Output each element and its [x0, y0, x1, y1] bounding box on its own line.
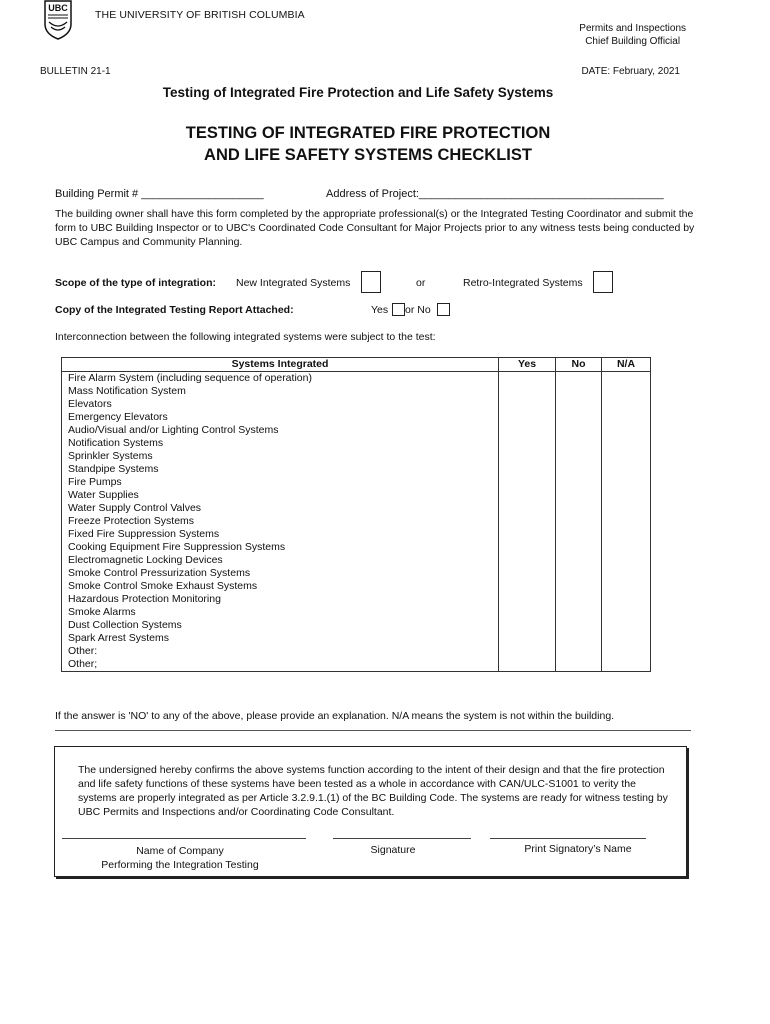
- system-name-cell: Dust Collection Systems: [62, 619, 499, 632]
- copy-yes-label: Yes: [371, 304, 389, 316]
- copy-no-label: or No: [405, 304, 431, 316]
- cell-na[interactable]: [602, 593, 651, 606]
- table-row: [62, 528, 651, 541]
- system-name-cell: Mass Notification System: [62, 385, 499, 398]
- cell-na[interactable]: [602, 619, 651, 632]
- ubc-logo: [44, 0, 72, 40]
- table-row: [62, 541, 651, 554]
- company-name-line[interactable]: [62, 838, 306, 839]
- system-name-cell: Smoke Control Pressurization Systems: [62, 567, 499, 580]
- cell-yes[interactable]: [499, 463, 556, 476]
- cell-na[interactable]: [602, 463, 651, 476]
- company-label-line-1: Name of Company: [136, 845, 224, 857]
- cell-na[interactable]: [602, 450, 651, 463]
- cell-yes[interactable]: [499, 606, 556, 619]
- cell-yes[interactable]: [499, 411, 556, 424]
- cell-yes[interactable]: [499, 489, 556, 502]
- title-line-1: TESTING OF INTEGRATED FIRE PROTECTION: [185, 124, 551, 142]
- cell-no[interactable]: [556, 450, 602, 463]
- system-name-cell: Notification Systems: [62, 437, 499, 450]
- table-row: [62, 489, 651, 502]
- cell-no[interactable]: [556, 437, 602, 450]
- cell-yes[interactable]: [499, 385, 556, 398]
- university-name: THE UNIVERSITY OF BRITISH COLUMBIA: [95, 9, 305, 21]
- table-row: [62, 463, 651, 476]
- office-line-2: Chief Building Official: [585, 36, 681, 47]
- cell-na[interactable]: [602, 398, 651, 411]
- office-block: [579, 22, 686, 48]
- cell-no[interactable]: [556, 593, 602, 606]
- copy-no-checkbox[interactable]: [437, 303, 450, 316]
- cell-na[interactable]: [602, 528, 651, 541]
- cell-no[interactable]: [556, 606, 602, 619]
- system-name-cell: Cooking Equipment Fire Suppression Systems: [62, 541, 499, 554]
- explanation-line[interactable]: [55, 724, 691, 731]
- retro-integrated-checkbox[interactable]: [593, 271, 613, 293]
- cell-no[interactable]: [556, 372, 602, 386]
- bulletin-date: DATE: February, 2021: [581, 66, 680, 77]
- cell-yes[interactable]: [499, 593, 556, 606]
- table-row: [62, 580, 651, 593]
- systems-table: [61, 357, 651, 672]
- cell-no[interactable]: [556, 528, 602, 541]
- system-name-cell: Smoke Control Smoke Exhaust Systems: [62, 580, 499, 593]
- cell-no[interactable]: [556, 619, 602, 632]
- system-name-cell: Smoke Alarms: [62, 606, 499, 619]
- system-name-cell: Audio/Visual and/or Lighting Control Systems: [62, 424, 499, 437]
- table-row: [62, 593, 651, 606]
- table-row: [62, 450, 651, 463]
- cell-no[interactable]: [556, 632, 602, 645]
- system-name-cell: Sprinkler Systems: [62, 450, 499, 463]
- scope-new-label: New Integrated Systems: [236, 277, 351, 289]
- cell-yes[interactable]: [499, 437, 556, 450]
- intro-paragraph: The building owner shall have this form completed by the appropriate professional(s) or the Integrated Testing Coordinator and submit the form to UBC Building Inspector or to UBC's Coordinated Code Consultant for Major Projects prior to any witness tests being conducted by UBC Campus and Community Planning.: [55, 208, 695, 248]
- project-address-field[interactable]: Address of Project:________________________________________: [326, 188, 664, 200]
- cell-na[interactable]: [602, 632, 651, 645]
- cell-no[interactable]: [556, 424, 602, 437]
- cell-na[interactable]: [602, 606, 651, 619]
- building-permit-field[interactable]: Building Permit # ____________________: [55, 188, 264, 200]
- cell-no[interactable]: [556, 411, 602, 424]
- cell-yes[interactable]: [499, 502, 556, 515]
- interconnection-text: Interconnection between the following integrated systems were subject to the test:: [55, 331, 436, 343]
- print-name-line[interactable]: [490, 838, 646, 839]
- table-row: [62, 385, 651, 398]
- cell-no[interactable]: [556, 580, 602, 593]
- col-systems-integrated: Systems Integrated: [62, 358, 499, 372]
- cell-na[interactable]: [602, 580, 651, 593]
- table-row: [62, 398, 651, 411]
- table-row: [62, 515, 651, 528]
- cell-yes[interactable]: [499, 450, 556, 463]
- cell-yes[interactable]: [499, 567, 556, 580]
- system-name-cell: Electromagnetic Locking Devices: [62, 554, 499, 567]
- cell-yes[interactable]: [499, 645, 556, 658]
- cell-no[interactable]: [556, 489, 602, 502]
- cell-na[interactable]: [602, 658, 651, 672]
- table-row: [62, 372, 651, 386]
- print-name-label: Print Signatory’s Name: [524, 843, 632, 855]
- cell-yes[interactable]: [499, 424, 556, 437]
- col-no: No: [556, 358, 602, 372]
- table-row: [62, 658, 651, 672]
- company-label-line-2: Performing the Integration Testing: [101, 859, 259, 871]
- system-name-cell: Other;: [62, 658, 499, 672]
- table-row: [62, 554, 651, 567]
- copy-attached-label: Copy of the Integrated Testing Report Attached:: [55, 304, 294, 316]
- table-header-row: [62, 358, 651, 372]
- cell-yes[interactable]: [499, 619, 556, 632]
- col-na: N/A: [602, 358, 651, 372]
- scope-label: Scope of the type of integration:: [55, 277, 217, 289]
- logo-text: UBC: [48, 3, 68, 13]
- cell-no[interactable]: [556, 658, 602, 672]
- cell-na[interactable]: [602, 554, 651, 567]
- copy-yes-checkbox[interactable]: [392, 303, 405, 316]
- scope-retro-label: Retro-Integrated Systems: [463, 277, 583, 289]
- cell-na[interactable]: [602, 489, 651, 502]
- system-name-cell: Spark Arrest Systems: [62, 632, 499, 645]
- cell-yes[interactable]: [499, 398, 556, 411]
- confirmation-text: The undersigned hereby confirms the above systems function according to the intent of their design and that the fire protection and life safety functions of these systems have been tested as a whole in accordance with CAN/ULC-S1001 to verity the systems are properly integrated as per Article 3.2.9.1.(1) of the BC Building Code. The systems are ready for witness testing by UBC Permits and Inspections and/or Coordinating Code Consultant.: [78, 764, 668, 818]
- cell-na[interactable]: [602, 476, 651, 489]
- table-row: [62, 567, 651, 580]
- table-row: [62, 476, 651, 489]
- table-row: [62, 424, 651, 437]
- cell-no[interactable]: [556, 502, 602, 515]
- cell-no[interactable]: [556, 463, 602, 476]
- system-name-cell: Fire Pumps: [62, 476, 499, 489]
- cell-na[interactable]: [602, 502, 651, 515]
- cell-na[interactable]: [602, 645, 651, 658]
- cell-yes[interactable]: [499, 580, 556, 593]
- signature-label: Signature: [370, 844, 416, 856]
- cell-yes[interactable]: [499, 372, 556, 386]
- document-subtitle: Testing of Integrated Fire Protection and Life Safety Systems: [162, 85, 554, 100]
- table-row: [62, 437, 651, 450]
- cell-no[interactable]: [556, 645, 602, 658]
- bulletin-number: BULLETIN 21-1: [40, 66, 111, 77]
- cell-yes[interactable]: [499, 541, 556, 554]
- document-title: [0, 122, 736, 166]
- cell-na[interactable]: [602, 385, 651, 398]
- cell-no[interactable]: [556, 476, 602, 489]
- cell-no[interactable]: [556, 567, 602, 580]
- cell-yes[interactable]: [499, 658, 556, 672]
- cell-na[interactable]: [602, 515, 651, 528]
- system-name-cell: Water Supplies: [62, 489, 499, 502]
- cell-no[interactable]: [556, 554, 602, 567]
- cell-yes[interactable]: [499, 476, 556, 489]
- company-label: [62, 844, 298, 872]
- system-name-cell: Fixed Fire Suppression Systems: [62, 528, 499, 541]
- cell-yes[interactable]: [499, 554, 556, 567]
- system-name-cell: Hazardous Protection Monitoring: [62, 593, 499, 606]
- cell-no[interactable]: [556, 398, 602, 411]
- cell-na[interactable]: [602, 424, 651, 437]
- table-row: [62, 632, 651, 645]
- new-integrated-checkbox[interactable]: [361, 271, 381, 293]
- system-name-cell: Freeze Protection Systems: [62, 515, 499, 528]
- cell-yes[interactable]: [499, 528, 556, 541]
- cell-yes[interactable]: [499, 515, 556, 528]
- cell-na[interactable]: [602, 411, 651, 424]
- cell-yes[interactable]: [499, 632, 556, 645]
- office-line-1: Permits and Inspections: [579, 23, 686, 34]
- cell-na[interactable]: [602, 541, 651, 554]
- systems-table-body: [62, 372, 651, 672]
- system-name-cell: Water Supply Control Valves: [62, 502, 499, 515]
- system-name-cell: Emergency Elevators: [62, 411, 499, 424]
- table-row: [62, 645, 651, 658]
- signature-line[interactable]: [333, 838, 471, 839]
- scope-or-label: or: [416, 277, 426, 289]
- title-line-2: AND LIFE SAFETY SYSTEMS CHECKLIST: [204, 146, 532, 164]
- system-name-cell: Other:: [62, 645, 499, 658]
- system-name-cell: Elevators: [62, 398, 499, 411]
- cell-na[interactable]: [602, 372, 651, 386]
- cell-na[interactable]: [602, 567, 651, 580]
- cell-no[interactable]: [556, 385, 602, 398]
- explanation-note: If the answer is 'NO' to any of the above, please provide an explanation. N/A means the system is not within the building.: [55, 710, 615, 722]
- table-row: [62, 619, 651, 632]
- cell-no[interactable]: [556, 541, 602, 554]
- cell-no[interactable]: [556, 515, 602, 528]
- table-row: [62, 411, 651, 424]
- system-name-cell: Standpipe Systems: [62, 463, 499, 476]
- system-name-cell: Fire Alarm System (including sequence of operation): [62, 372, 499, 386]
- table-row: [62, 606, 651, 619]
- table-row: [62, 502, 651, 515]
- cell-na[interactable]: [602, 437, 651, 450]
- col-yes: Yes: [499, 358, 556, 372]
